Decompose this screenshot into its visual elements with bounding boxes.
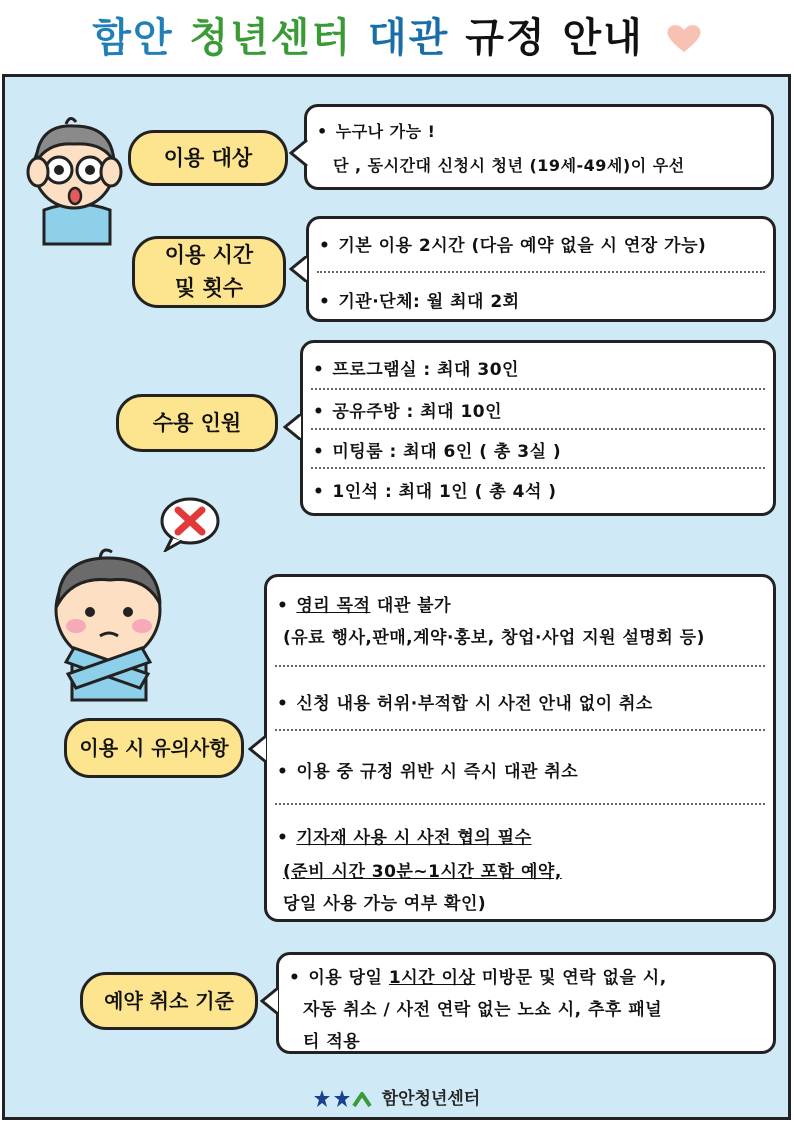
divider: [311, 467, 765, 469]
target-info-box: [304, 104, 774, 190]
label-time-line2: 및 횟수: [174, 276, 244, 300]
divider: [311, 428, 765, 430]
cancel-info-box: [276, 952, 776, 1054]
cancel-line-1: • 이용 당일 1시간 이상 미방문 및 연락 없을 시,: [289, 968, 667, 988]
time-info-box: [306, 216, 776, 322]
cancel-line-3: 티 적용: [303, 1032, 361, 1052]
divider: [275, 729, 765, 731]
title-part-haman: 함안: [92, 15, 174, 61]
notes-item-1: • 영리 목적 대관 불가: [277, 596, 452, 616]
label-cancel: [80, 972, 258, 1030]
label-notes: [64, 718, 244, 778]
capacity-item-2: • 공유주방 : 최대 10인: [313, 402, 503, 422]
notes-item-2: • 신청 내용 허위·부적합 시 사전 안내 없이 취소: [277, 694, 653, 714]
divider: [275, 803, 765, 805]
crossed-arms-boy-icon: [36, 540, 166, 706]
label-time-line1: 이용 시간: [164, 243, 254, 268]
binocular-boy-icon: [14, 110, 130, 250]
notes-info-box: [264, 574, 776, 922]
capacity-item-4: • 1인석 : 최대 1인 ( 총 4석 ): [313, 482, 557, 502]
notes-item-1-detail: (유료 행사,판매,계약·홍보, 창업·사업 지원 설명회 등): [283, 628, 705, 648]
title-part-guide: 규정 안내: [465, 15, 644, 61]
target-line2: 단 , 동시간대 신청시 청년 (19세-49세)이 우선: [333, 156, 685, 175]
title-part-rental: 대관: [368, 15, 450, 61]
label-notes-text: 이용 시 유의사항: [79, 735, 229, 760]
divider: [275, 665, 765, 667]
label-target: [128, 130, 288, 186]
label-capacity: [116, 394, 278, 452]
notes-item-4-detail-2: 당일 사용 가능 여부 확인): [283, 894, 487, 914]
heart-icon: [666, 8, 702, 72]
notes-item-4-detail-1: (준비 시간 30분~1시간 포함 예약,: [283, 862, 562, 882]
label-time: [132, 236, 286, 308]
notes-item-4: • 기자재 사용 시 사전 협의 필수: [277, 828, 532, 848]
capacity-item-1: • 프로그램실 : 최대 30인: [313, 360, 519, 380]
target-line1: • 누구나 가능 !: [317, 122, 436, 141]
capacity-item-3: • 미팅룸 : 최대 6인 ( 총 3실 ): [313, 442, 562, 462]
title-part-youth-center: 청년센터: [189, 15, 353, 61]
divider: [317, 271, 765, 273]
divider: [311, 388, 765, 390]
label-cancel-text: 예약 취소 기준: [104, 988, 234, 1013]
footer-logo: [0, 1084, 794, 1110]
x-mark-icon: [158, 496, 222, 556]
label-capacity-text: 수용 인원: [152, 410, 242, 435]
cancel-line-2: 자동 취소 / 사전 연락 없는 노쇼 시, 추후 패널: [303, 1000, 663, 1020]
page-title: [0, 6, 794, 70]
capacity-info-box: [300, 340, 776, 516]
time-item-2: • 기관·단체: 월 최대 2회: [319, 292, 520, 312]
center-logo-icon: [314, 1089, 382, 1109]
time-item-1: • 기본 이용 2시간 (다음 예약 없을 시 연장 가능): [319, 236, 707, 256]
notes-item-3: • 이용 중 규정 위반 시 즉시 대관 취소: [277, 762, 579, 782]
label-target-text: 이용 대상: [163, 145, 253, 170]
footer-org-name: 함안청년센터: [381, 1089, 481, 1109]
